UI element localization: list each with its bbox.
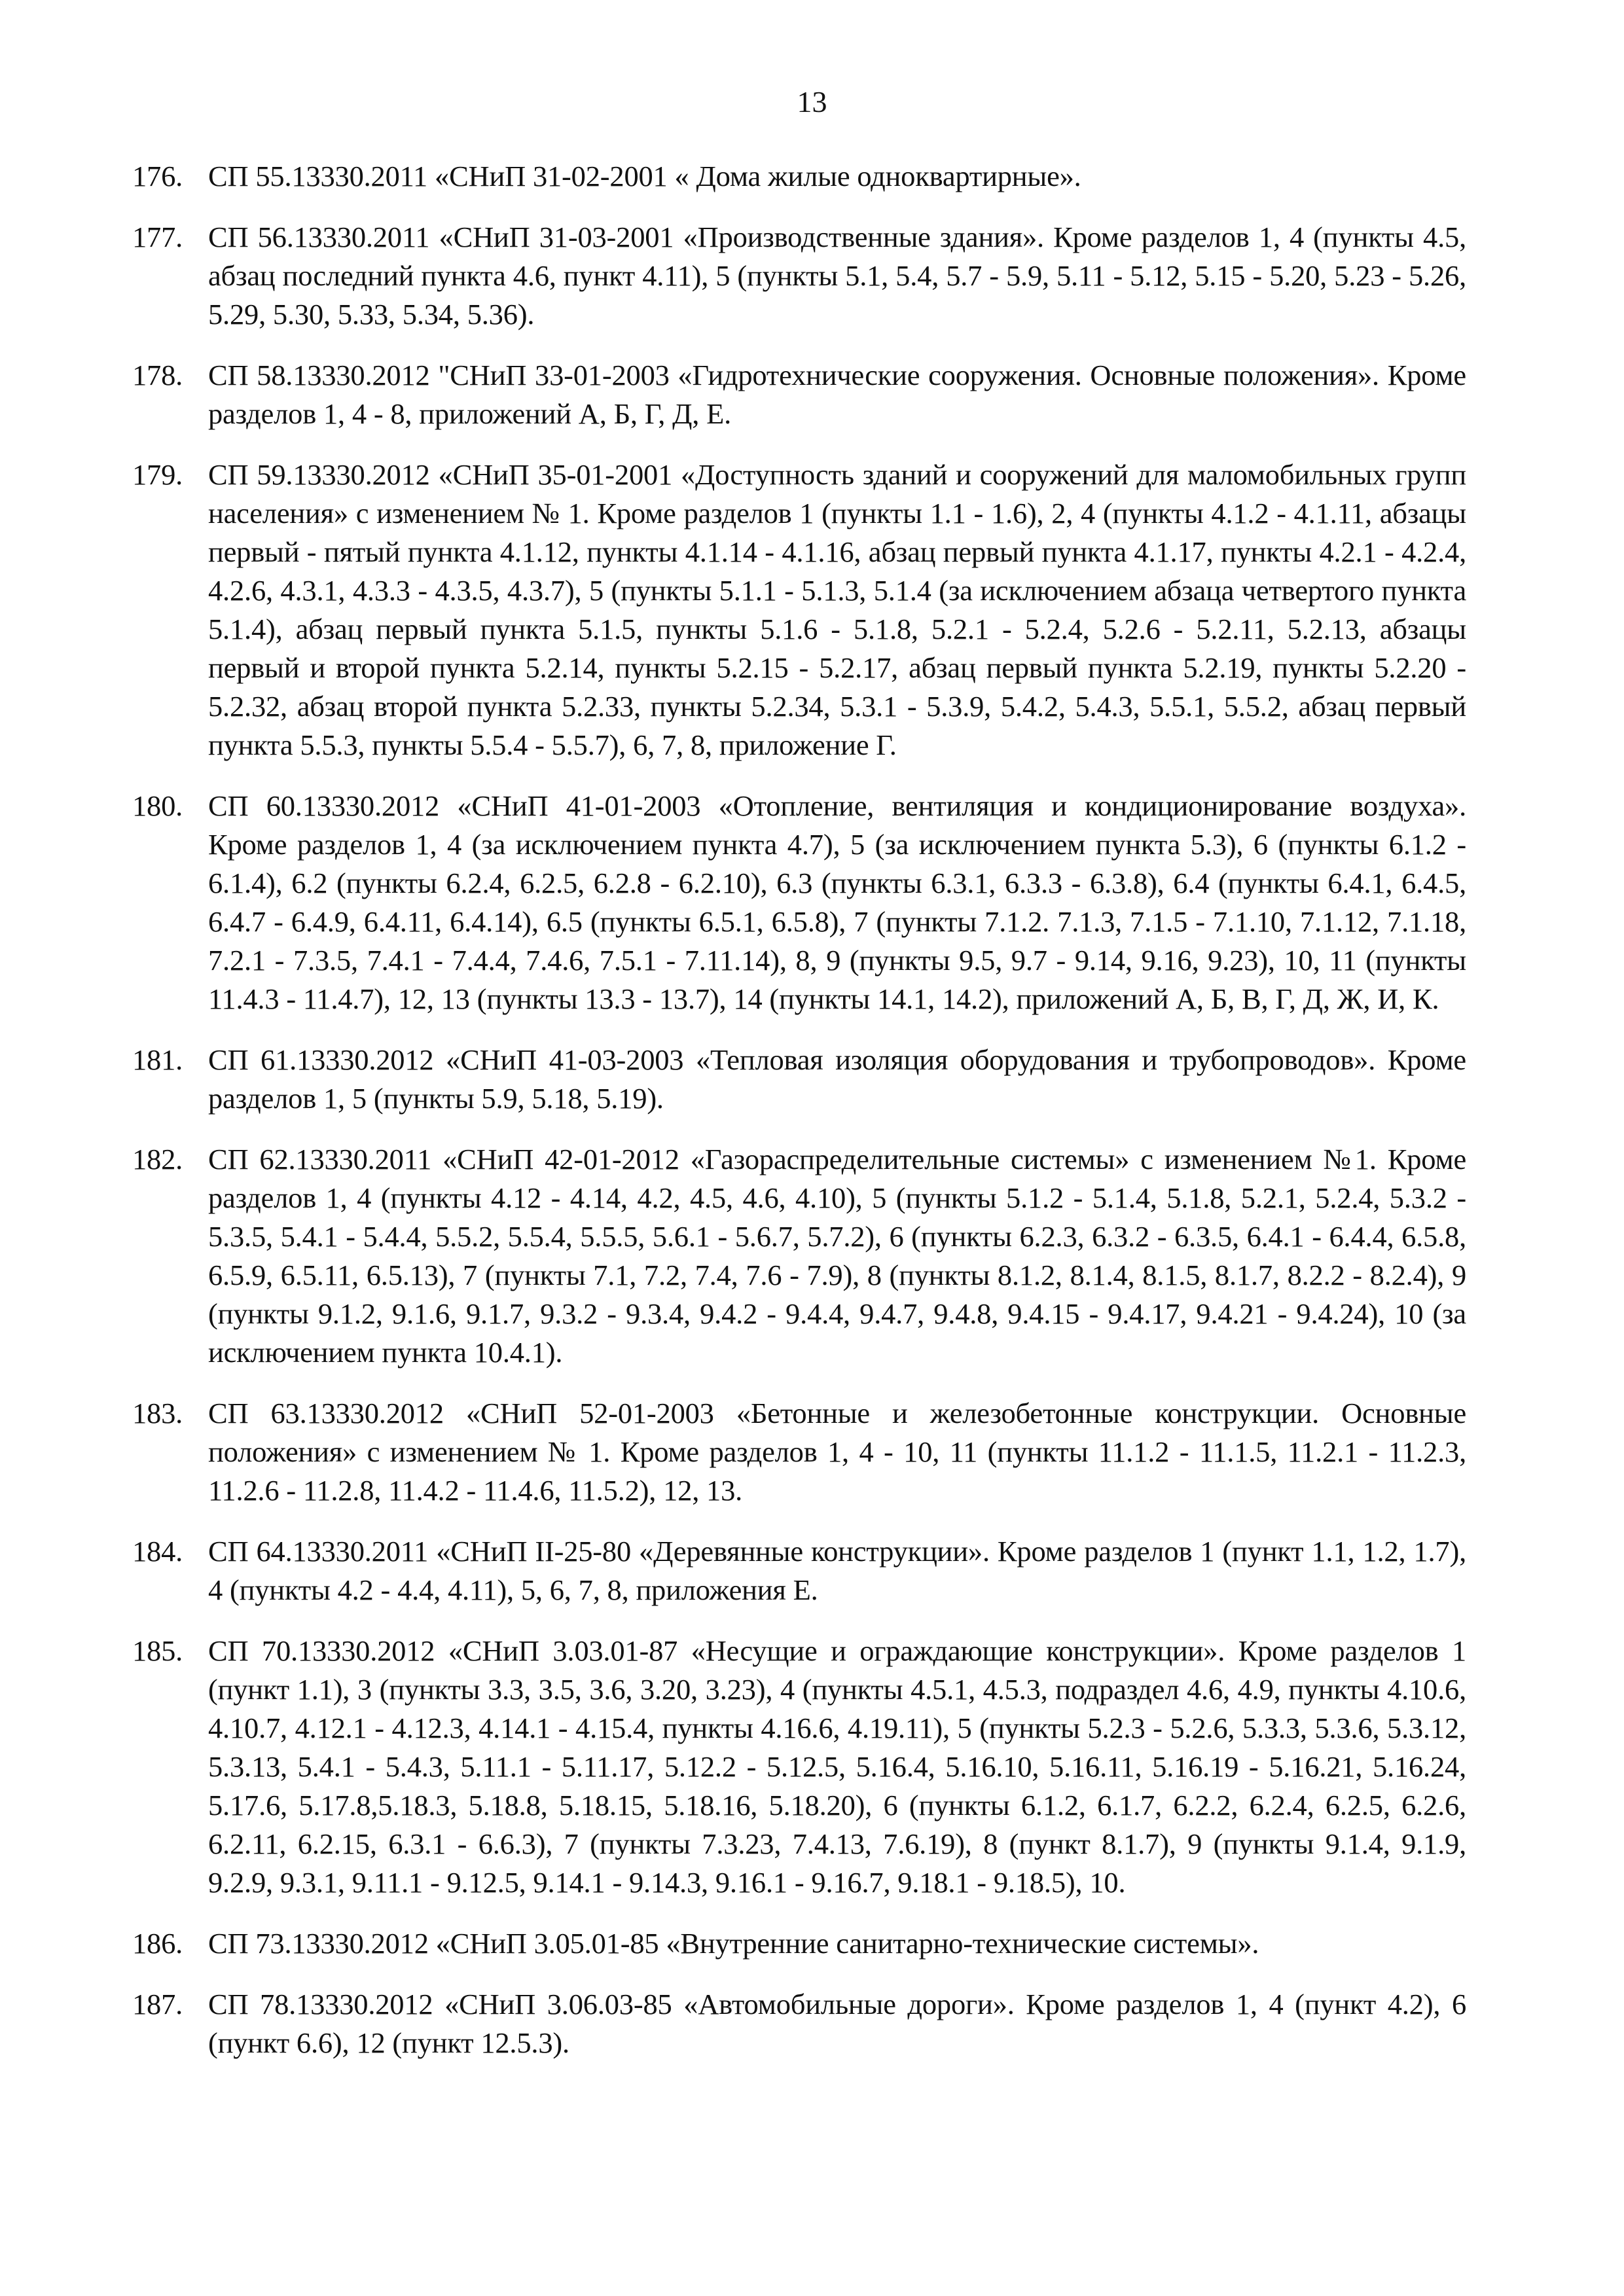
list-item	[132, 787, 1466, 1018]
item-number: 187.	[132, 1988, 183, 2020]
list-item	[132, 1632, 1466, 1902]
item-text: СП 62.13330.2011 «СНиП 42-01-2012 «Газораспределительные системы» с изменением №1. Кроме разделов 1, 4 (пункты 4.12 - 4.14, 4.2, 4.5, 4.6, 4.10), 5 (пункты 5.1.2 - 5.1.4, 5.1.8, 5.2.1, 5.2.4, 5.3.2 - 5.3.5, 5.4.1 - 5.4.4, 5.5.2, 5.5.4, 5.5.5, 5.6.1 - 5.6.7, 5.7.2), 6 (пункты 6.2.3, 6.3.2 - 6.3.5, 6.4.1 - 6.4.4, 6.5.8, 6.5.9, 6.5.11, 6.5.13), 7 (пункты 7.1, 7.2, 7.4, 7.6 - 7.9), 8 (пункты 8.1.2, 8.1.4, 8.1.5, 8.1.7, 8.2.2 - 8.2.4), 9 (пункты 9.1.2, 9.1.6, 9.1.7, 9.3.2 - 9.3.4, 9.4.2 - 9.4.4, 9.4.7, 9.4.8, 9.4.15 - 9.4.17, 9.4.21 - 9.4.24), 10 (за исключением пункта 10.4.1).	[208, 1143, 1466, 1369]
item-number: 176.	[132, 160, 183, 192]
item-text: СП 64.13330.2011 «СНиП II-25-80 «Деревянные конструкции». Кроме разделов 1 (пункт 1.1, 1.2, 1.7), 4 (пункты 4.2 - 4.4, 4.11), 5, 6, 7, 8, приложения Е.	[208, 1535, 1466, 1606]
item-number: 177.	[132, 221, 183, 253]
item-number: 181.	[132, 1043, 183, 1076]
item-text: СП 60.13330.2012 «СНиП 41-01-2003 «Отопление, вентиляция и кондиционирование воздуха». Кроме разделов 1, 4 (за исключением пункта 4.7), 5 (за исключением пункта 5.3), 6 (пункты 6.1.2 - 6.1.4), 6.2 (пункты 6.2.4, 6.2.5, 6.2.8 - 6.2.10), 6.3 (пункты 6.3.1, 6.3.3 - 6.3.8), 6.4 (пункты 6.4.1, 6.4.5, 6.4.7 - 6.4.9, 6.4.11, 6.4.14), 6.5 (пункты 6.5.1, 6.5.8), 7 (пункты 7.1.2. 7.1.3, 7.1.5 - 7.1.10, 7.1.12, 7.1.18, 7.2.1 - 7.3.5, 7.4.1 - 7.4.4, 7.4.6, 7.5.1 - 7.11.14), 8, 9 (пункты 9.5, 9.7 - 9.14, 9.16, 9.23), 10, 11 (пункты 11.4.3 - 11.4.7), 12, 13 (пункты 13.3 - 13.7), 14 (пункты 14.1, 14.2), приложений А, Б, В, Г, Д, Ж, И, К.	[208, 789, 1466, 1015]
item-text: СП 55.13330.2011 «СНиП 31-02-2001 « Дома жилые одноквартирные».	[208, 160, 1081, 192]
list-item	[132, 157, 1466, 196]
item-number: 185.	[132, 1634, 183, 1667]
list-item	[132, 1140, 1466, 1372]
item-text: СП 59.13330.2012 «СНиП 35-01-2001 «Доступность зданий и сооружений для маломобильных групп населения» с изменением № 1. Кроме разделов 1 (пункты 1.1 - 1.6), 2, 4 (пункты 4.1.2 - 4.1.11, абзацы первый - пятый пункта 4.1.12, пункты 4.1.14 - 4.1.16, абзац первый пункта 4.1.17, пункты 4.2.1 - 4.2.4, 4.2.6, 4.3.1, 4.3.3 - 4.3.5, 4.3.7), 5 (пункты 5.1.1 - 5.1.3, 5.1.4 (за исключением абзаца четвертого пункта 5.1.4), абзац первый пункта 5.1.5, пункты 5.1.6 - 5.1.8, 5.2.1 - 5.2.4, 5.2.6 - 5.2.11, 5.2.13, абзацы первый и второй пункта 5.2.14, пункты 5.2.15 - 5.2.17, абзац первый пункта 5.2.19, пункты 5.2.20 - 5.2.32, абзац второй пункта 5.2.33, пункты 5.2.34, 5.3.1 - 5.3.9, 5.4.2, 5.4.3, 5.5.1, 5.5.2, абзац первый пункта 5.5.3, пункты 5.5.4 - 5.5.7), 6, 7, 8, приложение Г.	[208, 458, 1466, 761]
list-item	[132, 1041, 1466, 1118]
item-text: СП 61.13330.2012 «СНиП 41-03-2003 «Тепловая изоляция оборудования и трубопроводов». Кроме разделов 1, 5 (пункты 5.9, 5.18, 5.19).	[208, 1043, 1466, 1115]
list-item	[132, 1532, 1466, 1609]
regulation-list	[132, 157, 1466, 2085]
item-number: 186.	[132, 1927, 183, 1960]
item-text: СП 56.13330.2011 «СНиП 31-03-2001 «Производственные здания». Кроме разделов 1, 4 (пункты 4.5, абзац последний пункта 4.6, пункт 4.11), 5 (пункты 5.1, 5.4, 5.7 - 5.9, 5.11 - 5.12, 5.15 - 5.20, 5.23 - 5.26, 5.29, 5.30, 5.33, 5.34, 5.36).	[208, 221, 1466, 331]
item-number: 182.	[132, 1143, 183, 1175]
item-number: 178.	[132, 359, 183, 391]
page-number: 13	[797, 85, 827, 118]
item-text: СП 78.13330.2012 «СНиП 3.06.03-85 «Автомобильные дороги». Кроме разделов 1, 4 (пункт 4.2), 6 (пункт 6.6), 12 (пункт 12.5.3).	[208, 1988, 1466, 2059]
list-item	[132, 1924, 1466, 1963]
list-item	[132, 456, 1466, 764]
item-text: СП 63.13330.2012 «СНиП 52-01-2003 «Бетонные и железобетонные конструкции. Основные положения» с изменением № 1. Кроме разделов 1, 4 - 10, 11 (пункты 11.1.2 - 11.1.5, 11.2.1 - 11.2.3, 11.2.6 - 11.2.8, 11.4.2 - 11.4.6, 11.5.2), 12, 13.	[208, 1397, 1466, 1507]
item-number: 183.	[132, 1397, 183, 1429]
item-number: 184.	[132, 1535, 183, 1568]
item-number: 180.	[132, 789, 183, 822]
list-item	[132, 1985, 1466, 2062]
item-text: СП 73.13330.2012 «СНиП 3.05.01-85 «Внутренние санитарно-технические системы».	[208, 1927, 1259, 1960]
list-item	[132, 1394, 1466, 1510]
item-text: СП 58.13330.2012 "СНиП 33-01-2003 «Гидротехнические сооружения. Основные положения». Кроме разделов 1, 4 - 8, приложений А, Б, Г, Д, Е.	[208, 359, 1466, 430]
list-item	[132, 356, 1466, 433]
list-item	[132, 218, 1466, 334]
item-text: СП 70.13330.2012 «СНиП 3.03.01-87 «Несущие и ограждающие конструкции». Кроме разделов 1 (пункт 1.1), 3 (пункты 3.3, 3.5, 3.6, 3.20, 3.23), 4 (пункты 4.5.1, 4.5.3, подраздел 4.6, 4.9, пункты 4.10.6, 4.10.7, 4.12.1 - 4.12.3, 4.14.1 - 4.15.4, пункты 4.16.6, 4.19.11), 5 (пункты 5.2.3 - 5.2.6, 5.3.3, 5.3.6, 5.3.12, 5.3.13, 5.4.1 - 5.4.3, 5.11.1 - 5.11.17, 5.12.2 - 5.12.5, 5.16.4, 5.16.10, 5.16.11, 5.16.19 - 5.16.21, 5.16.24, 5.17.6, 5.17.8,5.18.3, 5.18.8, 5.18.15, 5.18.16, 5.18.20), 6 (пункты 6.1.2, 6.1.7, 6.2.2, 6.2.4, 6.2.5, 6.2.6, 6.2.11, 6.2.15, 6.3.1 - 6.6.3), 7 (пункты 7.3.23, 7.4.13, 7.6.19), 8 (пункт 8.1.7), 9 (пункты 9.1.4, 9.1.9, 9.2.9, 9.3.1, 9.11.1 - 9.12.5, 9.14.1 - 9.14.3, 9.16.1 - 9.16.7, 9.18.1 - 9.18.5), 10.	[208, 1634, 1466, 1899]
item-number: 179.	[132, 458, 183, 491]
